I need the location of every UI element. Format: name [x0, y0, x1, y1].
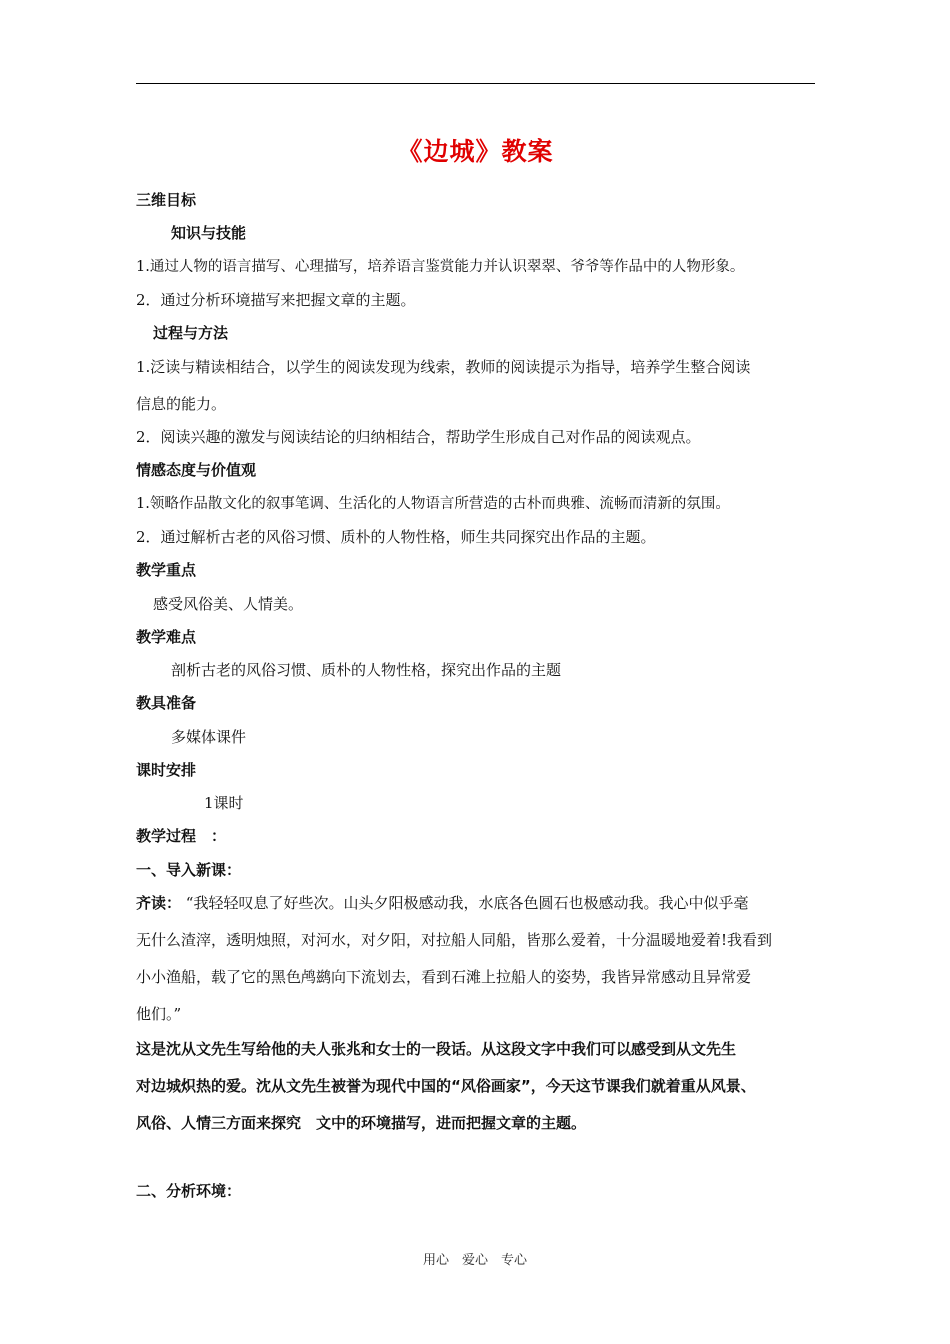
reading-text-1: “我轻轻叹息了好些次。山头夕阳极感动我，水底各色圆石也极感动我。我心中似乎毫: [185, 894, 749, 912]
page-footer: 用心 爱心 专心: [422, 1253, 527, 1268]
schedule-text: 1课时: [204, 794, 244, 812]
emotion-item-1: 1.领略作品散文化的叙事笔调、生活化的人物语言所营造的古朴而典雅、流畅而清新的氛围。: [136, 496, 730, 512]
reading-line-4: 他们。”: [136, 1005, 182, 1023]
intro-bold-line-2: 对边城炽热的爱。沈从文先生被誉为现代中国的“风俗画家”，今天这节课我们就着重从风景、: [136, 1077, 756, 1095]
header-rule: [136, 83, 815, 84]
intro-bold-line-1: 这是沈从文先生写给他的夫人张兆和女士的一段话。从这段文字中我们可以感受到从文先生: [136, 1040, 737, 1058]
tools-text: 多媒体课件: [171, 728, 247, 746]
reading-line-2: 无什么渣滓，透明烛照，对河水，对夕阳，对拉船人同船，皆那么爱着，十分温暖地爱着!我看到: [136, 931, 773, 949]
difficulty-heading: 教学难点: [136, 628, 197, 646]
objectives-heading: 三维目标: [136, 191, 197, 209]
focus-heading: 教学重点: [136, 561, 197, 579]
section-2-heading: 二、分析环境：: [136, 1182, 242, 1200]
process-item-1a: 1.泛读与精读相结合，以学生的阅读发现为线索，教师的阅读提示为指导，培养学生整合阅读: [136, 358, 751, 376]
tools-heading: 教具准备: [136, 694, 197, 712]
document-title: 《边城》教案: [397, 137, 554, 166]
reading-label: 齐读：: [136, 894, 182, 912]
emotion-item-2: 2．通过解析古老的风俗习惯、质朴的人物性格，师生共同探究出作品的主题。: [136, 528, 656, 546]
process-heading: 过程与方法: [153, 324, 229, 342]
emotion-heading: 情感态度与价值观: [136, 461, 257, 479]
knowledge-item-2: 2．通过分析环境描写来把握文章的主题。: [136, 291, 416, 309]
reading-line-3: 小小渔船，载了它的黑色鸬鹚向下流划去，看到石滩上拉船人的姿势，我皆异常感动且异常爱: [136, 968, 752, 986]
knowledge-item-1: 1.通过人物的语言描写、心理描写，培养语言鉴赏能力并认识翠翠、爷爷等作品中的人物形象。: [136, 259, 745, 275]
difficulty-text: 剖析古老的风俗习惯、质朴的人物性格，探究出作品的主题: [171, 661, 562, 679]
schedule-heading: 课时安排: [136, 761, 197, 779]
focus-text: 感受风俗美、人情美。: [153, 595, 304, 613]
process-item-1b: 信息的能力。: [136, 395, 227, 413]
process-item-2: 2．阅读兴趣的激发与阅读结论的归纳相结合，帮助学生形成自己对作品的阅读观点。: [136, 428, 701, 446]
intro-bold-line-3: 风俗、人情三方面来探究 文中的环境描写，进而把握文章的主题。: [136, 1114, 587, 1132]
knowledge-heading: 知识与技能: [171, 224, 247, 242]
reading-line-1: [136, 893, 748, 913]
teaching-process-heading: 教学过程 ：: [136, 827, 227, 845]
section-1-heading: 一、导入新课：: [136, 861, 242, 879]
